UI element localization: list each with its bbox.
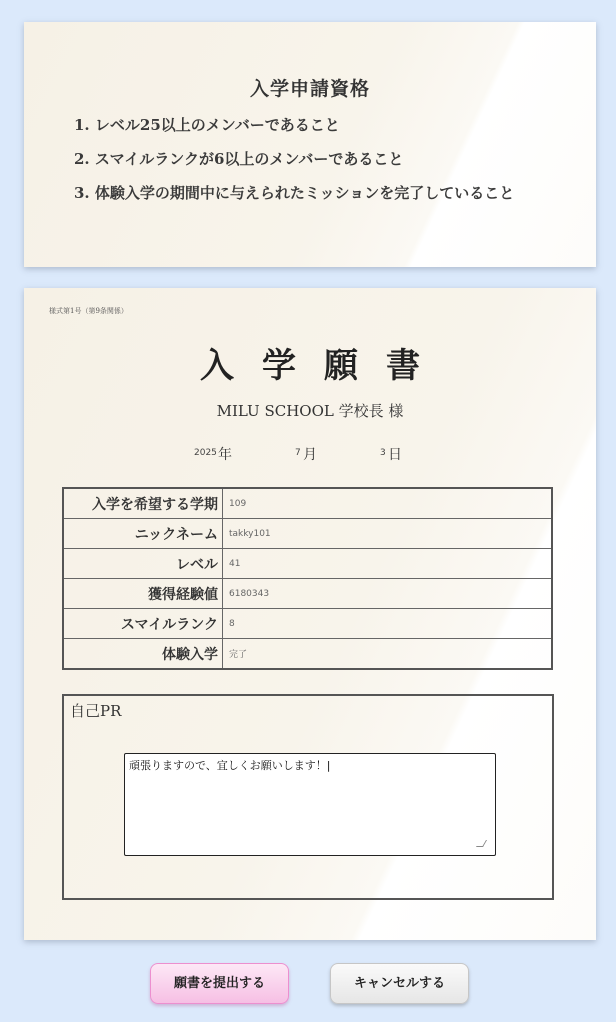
requirements-list: [74, 114, 514, 216]
date-row: [24, 444, 596, 464]
requirement-item: 1. レベル25以上のメンバーであること: [74, 116, 340, 134]
self-pr-section: [62, 694, 554, 900]
table-row: [63, 488, 552, 519]
applicant-info-table: [62, 487, 553, 670]
field-label: スマイルランク: [63, 609, 223, 639]
addressee: MILU SCHOOL 学校長 様: [216, 402, 404, 420]
requirement-item: 3. 体験入学の期間中に与えられたミッションを完了していること: [74, 184, 515, 202]
date-day-unit: 日: [388, 447, 402, 463]
date-month-unit: 月: [303, 447, 317, 463]
table-row: [63, 519, 552, 549]
table-row: [63, 639, 552, 670]
application-title: 入学願書: [200, 346, 448, 386]
table-row: [63, 549, 552, 579]
field-label: 体験入学: [63, 639, 223, 670]
date-year-value: 2025: [194, 448, 217, 458]
requirements-title: 入学申請資格: [249, 78, 370, 100]
date-day-value: 3: [380, 448, 386, 458]
application-form-card: [24, 288, 596, 940]
field-label: ニックネーム: [63, 519, 223, 549]
field-value: 6180343: [223, 579, 553, 609]
date-month-value: 7: [295, 448, 301, 458]
self-pr-label: 自己PR: [70, 702, 122, 720]
field-label: 獲得経験値: [63, 579, 223, 609]
field-label: 入学を希望する学期: [63, 488, 223, 519]
field-value: 41: [223, 549, 553, 579]
self-pr-textarea[interactable]: 頑張りますので、宜しくお願いします！|: [124, 753, 496, 856]
table-row: [63, 609, 552, 639]
form-number: 様式第1号（第9条関係）: [49, 307, 128, 315]
date-year-unit: 年: [218, 447, 232, 463]
table-row: [63, 579, 552, 609]
cancel-button[interactable]: キャンセルする: [330, 963, 469, 1004]
submit-application-button[interactable]: 願書を提出する: [150, 963, 289, 1004]
field-value: 109: [223, 488, 553, 519]
field-value: 8: [223, 609, 553, 639]
requirements-card: [24, 22, 596, 267]
field-value: takky101: [223, 519, 553, 549]
field-label: レベル: [63, 549, 223, 579]
field-value: 完了: [223, 639, 553, 670]
requirement-item: 2. スマイルランクが6以上のメンバーであること: [74, 150, 404, 168]
